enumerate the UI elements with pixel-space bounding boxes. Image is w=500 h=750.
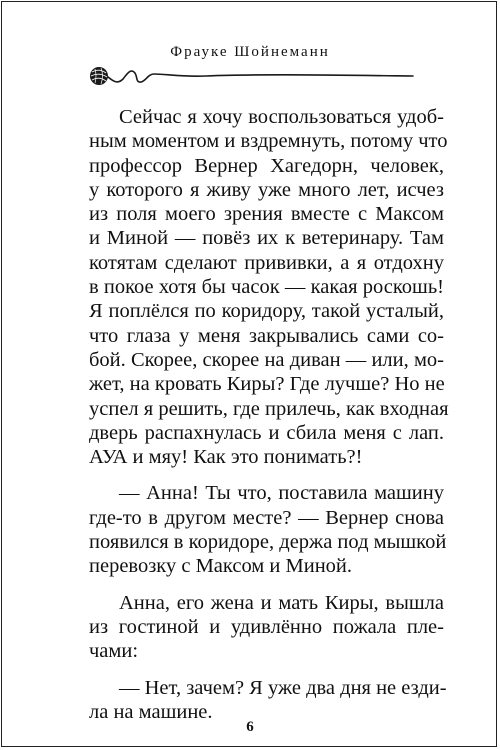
text-line: из поля моего зрения вместе с Максом [89, 203, 444, 226]
text-line: — Анна! Ты что, поставила машину [119, 482, 444, 505]
running-header-author: Фрауке Шойнеманн [170, 44, 330, 60]
paragraph-4 [89, 676, 447, 725]
text-line: из гостиной и удивлённо пожала пле- [89, 615, 444, 638]
text-line: что глаза у меня закрывались сами со- [89, 324, 444, 347]
text-line: Я поплёлся по коридору, такой усталый, [89, 300, 444, 323]
text-line: появился в коридоре, держа под мышкой [89, 531, 447, 554]
paragraph-3 [89, 591, 444, 664]
text-line: перевозку с Максом и Миной. [89, 555, 353, 578]
text-line: ла на машине. [89, 700, 213, 723]
paragraph-2 [89, 481, 447, 578]
text-line: Анна, его жена и мать Киры, вышла [119, 591, 444, 614]
text-line: жет, на кровать Киры? Где лучше? Но не [89, 373, 445, 396]
paragraph-1 [89, 105, 449, 469]
yarn-thread [108, 71, 413, 82]
text-line: дверь распахнулась и сбила меня с лап. [89, 421, 444, 444]
text-line: ным моментом и вздремнуть, потому что [89, 130, 448, 153]
text-line: где-то в другом месте? — Вернер снова [89, 506, 444, 529]
yarn-ball-icon [90, 67, 108, 85]
text-line: профессор Вернер Хагедорн, человек, [89, 154, 444, 177]
text-line: АУА и мяу! Как это понимать?! [89, 446, 363, 469]
text-line: и Миной — повёз их к ветеринару. Там [89, 227, 444, 250]
text-line: в покое хотя бы часок — какая роскошь! [89, 276, 444, 299]
text-line: у которого я живу уже много лет, исчез [89, 178, 444, 201]
text-line: Сейчас я хочу воспользоваться удоб- [119, 106, 444, 128]
text-line: успел я решить, где прилечь, как входная [89, 397, 449, 420]
text-line: чами: [89, 640, 139, 663]
body-text [89, 105, 449, 736]
text-line: бой. Скорее, скорее на диван — или, мо- [89, 348, 444, 371]
text-line: — Нет, зачем? Я уже два дня не езди- [119, 676, 447, 699]
page-number: 6 [246, 719, 254, 735]
text-line: котятам сделают прививки, а я отдохну [89, 251, 444, 274]
yarn-ball-ornament [86, 62, 416, 90]
